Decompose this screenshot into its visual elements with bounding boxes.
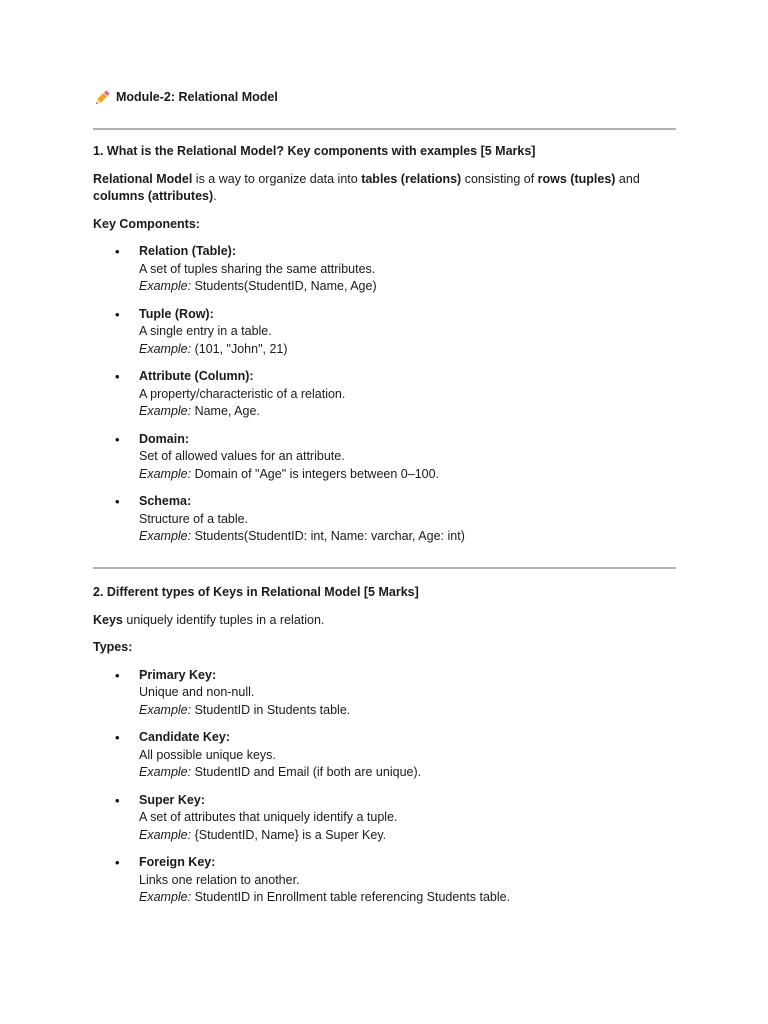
- key-components-list: [93, 243, 676, 546]
- section-2-heading: 2. Different types of Keys in Relational Model [5 Marks]: [93, 585, 419, 599]
- list-item: • Domain: Set of allowed values for an attribute. Example: Domain of "Age" is integers between 0–100.: [93, 431, 676, 484]
- section-1-heading: 1. What is the Relational Model? Key components with examples [5 Marks]: [93, 144, 536, 158]
- divider: [93, 567, 676, 569]
- list-item: • Relation (Table): A set of tuples sharing the same attributes. Example: Students(StudentID, Name, Age): [93, 243, 676, 296]
- title-text: Module-2: Relational Model: [116, 90, 278, 105]
- list-item: • Foreign Key: Links one relation to another. Example: StudentID in Enrollment table referencing Students table.: [93, 854, 676, 907]
- page-title: [93, 89, 278, 107]
- divider: [93, 128, 676, 130]
- key-components-heading: Key Components:: [93, 216, 200, 231]
- list-item: • Attribute (Column): A property/characteristic of a relation. Example: Name, Age.: [93, 368, 676, 421]
- list-item: • Candidate Key: All possible unique keys. Example: StudentID and Email (if both are unique).: [93, 729, 676, 782]
- types-heading: Types:: [93, 640, 133, 654]
- list-item: • Tuple (Row): A single entry in a table. Example: (101, "John", 21): [93, 306, 676, 359]
- list-item: • Super Key: A set of attributes that uniquely identify a tuple. Example: {StudentID, Name} is a Super Key.: [93, 792, 676, 845]
- key-types-list: [93, 667, 676, 907]
- pencil-icon: [93, 89, 111, 107]
- section-1: [93, 143, 676, 556]
- section-1-intro: Relational Model is a way to organize data into tables (relations) consisting of rows (tuples) and columns (attributes).: [93, 171, 640, 203]
- list-item: • Schema: Structure of a table. Example: Students(StudentID: int, Name: varchar, Age: int): [93, 493, 676, 546]
- section-2: [93, 584, 676, 917]
- section-2-intro: Keys uniquely identify tuples in a relation.: [93, 612, 325, 627]
- list-item: • Primary Key: Unique and non-null. Example: StudentID in Students table.: [93, 667, 676, 720]
